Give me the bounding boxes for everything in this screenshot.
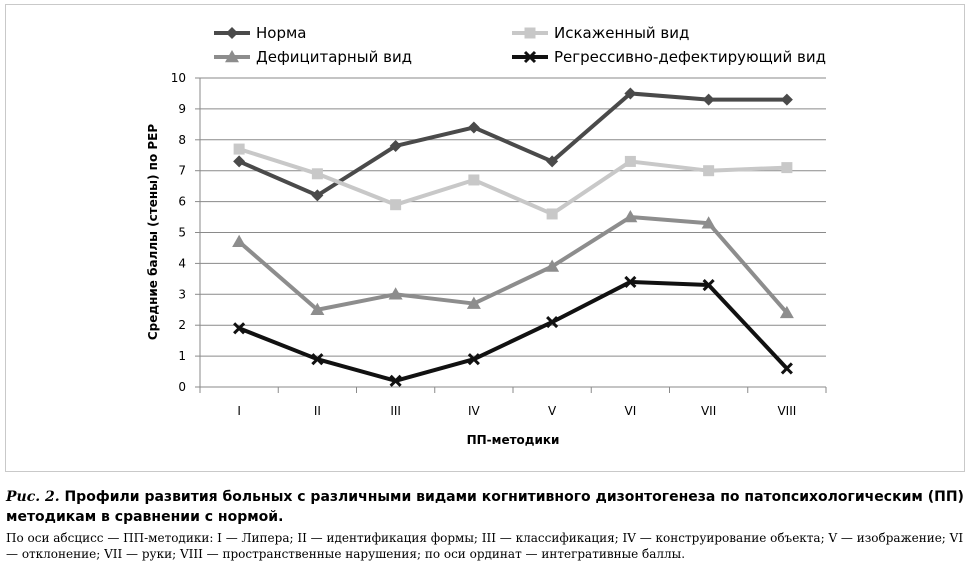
diamond-marker [703, 94, 715, 106]
gridlines [200, 78, 826, 356]
x-tick-label: V [548, 404, 557, 418]
diamond-marker [226, 27, 238, 39]
triangle-marker [232, 235, 246, 247]
x-tick-label: II [313, 404, 321, 418]
diamond-marker [781, 94, 793, 106]
diamond-marker [468, 121, 480, 133]
x-tick-label: VI [624, 404, 637, 418]
series [233, 87, 793, 201]
x-tick-label: VIII [777, 404, 797, 418]
y-axis-title: Средние баллы (стены) по РЕР [146, 123, 160, 341]
y-tick-label: 10 [170, 71, 186, 85]
square-marker [312, 168, 323, 179]
square-marker [703, 165, 714, 176]
series [234, 144, 793, 220]
legend-item [512, 24, 689, 42]
x-tick-label: IV [468, 404, 480, 418]
figure-caption [6, 487, 966, 527]
y-tick-label: 9 [178, 101, 186, 116]
square-marker [781, 162, 792, 173]
legend-label: Регрессивно-дефектирующий вид [554, 48, 826, 66]
y-tick-label: 0 [178, 380, 186, 394]
figure-note: По оси абсцисс — ПП-методики: I — Липера; II — идентификация формы; III — классификация; IV — конструирование объекта; V — изображение; VI — отклонение; VII — руки; VIII — пространственные нарушения; по оси ординат — интегративные баллы. [6, 531, 964, 561]
y-tick-label: 1 [178, 349, 186, 364]
legend-label: Норма [256, 24, 307, 42]
legend-item [214, 24, 307, 42]
caption-prefix: Рис. 2. [6, 489, 60, 505]
series-lines [232, 87, 794, 385]
y-tick-label: 4 [178, 256, 186, 271]
y-tick-label: 8 [178, 132, 186, 147]
y-tick-label: 2 [178, 318, 186, 333]
square-marker [468, 174, 479, 185]
x-tick-label: VII [700, 404, 717, 418]
series-line [239, 217, 787, 313]
series-line [239, 282, 787, 381]
legend [214, 24, 826, 66]
x-tick-label: III [390, 404, 401, 418]
square-marker [525, 28, 536, 39]
y-tick-label: 3 [178, 287, 186, 302]
legend-item [214, 48, 412, 66]
legend-label: Дефицитарный вид [256, 48, 413, 66]
square-marker [390, 199, 401, 210]
y-tick-label: 5 [178, 225, 186, 240]
series [232, 210, 794, 318]
legend-item [512, 48, 826, 66]
caption-title: Профили развития больных с различными видами когнитивного дизонтогенеза по патопсихологическим (ПП) методикам в сравнении с нормой. [6, 489, 964, 525]
square-marker [625, 156, 636, 167]
series [234, 277, 792, 386]
diamond-marker [233, 155, 245, 167]
square-marker [234, 144, 245, 155]
y-tick-label: 6 [178, 194, 186, 209]
square-marker [547, 208, 558, 219]
x-tick-label: I [237, 404, 241, 418]
legend-label: Искаженный вид [554, 24, 690, 42]
series-line [239, 149, 787, 214]
x-axis-title: ПП-методики [466, 433, 560, 447]
x-marker [782, 363, 792, 373]
y-tick-label: 7 [178, 163, 186, 178]
